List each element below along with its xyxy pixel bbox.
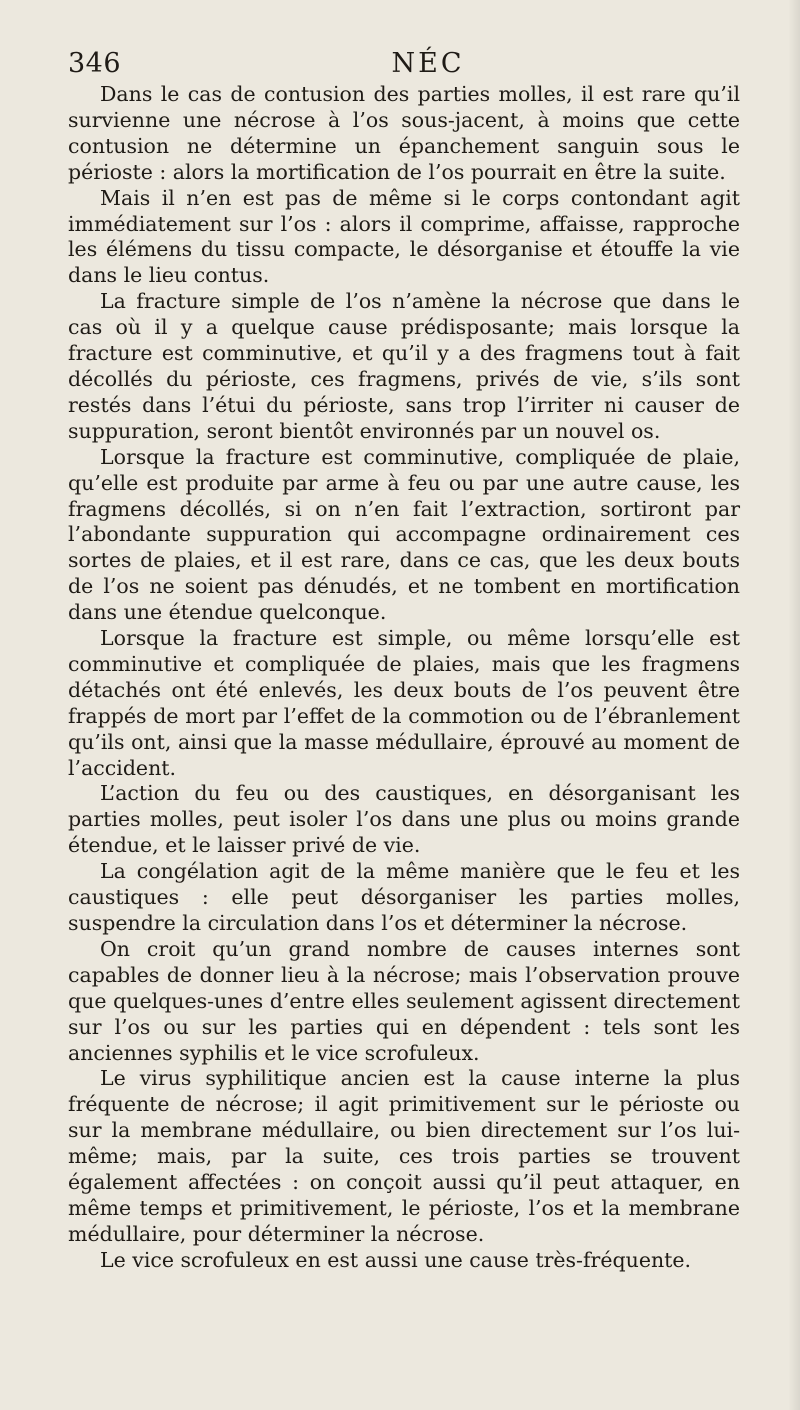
- paragraph: Dans le cas de contusion des parties molles, il est rare qu’il survienne une nécrose à l’os sous-jacent, à moins que cette contusion ne détermine un épanchement sanguin sous le périoste : alors la mortification de l’os pourrait en être la suite.: [68, 82, 740, 184]
- body-text: [68, 82, 740, 1274]
- paragraph: On croit qu’un grand nombre de causes internes sont capables de donner lieu à la nécrose; mais l’observation prouve que quelques-unes d’entre elles seulement agissent directement sur l’os ou sur les parties qui en dépendent : tels sont les anciennes syphilis et le vice scrofuleux.: [68, 936, 740, 1065]
- paragraph: Mais il n’en est pas de même si le corps contondant agit immédiatement sur l’os : alors il comprime, affaisse, rapproche les élémens du tissu compacte, le désorganise et étouffe la vie dans le lieu contus.: [68, 185, 740, 288]
- page-number: 346: [68, 48, 122, 79]
- running-head: NÉC: [391, 48, 465, 79]
- page-header: [68, 48, 748, 82]
- paragraph: Le vice scrofuleux en est aussi une cause très-fréquente.: [100, 1247, 692, 1272]
- paragraph: La congélation agit de la même manière que le feu et les caustiques : elle peut désorganiser les parties molles, suspendre la circulation dans l’os et déterminer la nécrose.: [68, 859, 740, 935]
- paragraph: La fracture simple de l’os n’amène la nécrose que dans le cas où il y a quelque cause prédisposante; mais lorsque la fracture est comminutive, et qu’il y a des fragmens tout à fait décollés du périoste, ces fragmens, privés de vie, s’ils sont restés dans l’étui du périoste, sans trop l’irriter ni causer de suppuration, seront bientôt environnés par un nouvel os.: [68, 289, 740, 443]
- paragraph: Lorsque la fracture est comminutive, compliquée de plaie, qu’elle est produite par arme à feu ou par une autre cause, les fragmens décollés, si on n’en fait l’extraction, sortiront par l’abondante suppuration qui accompagne ordinairement ces sortes de plaies, et il est rare, dans ce cas, que les deux bouts de l’os ne soient pas dénudés, et ne tombent en mortification dans une étendue quelconque.: [68, 444, 740, 625]
- page-edge-shadow: [788, 0, 800, 1410]
- paragraph: Lorsque la fracture est simple, ou même lorsqu’elle est comminutive et compliquée de plaies, mais que les fragmens détachés ont été enlevés, les deux bouts de l’os peuvent être frappés de mort par l’effet de la commotion ou de l’ébranlement qu’ils ont, ainsi que la masse médullaire, éprouvé au moment de l’accident.: [68, 626, 740, 780]
- paragraph: Le virus syphilitique ancien est la cause interne la plus fréquente de nécrose; il agit primitivement sur le périoste ou sur la membrane médullaire, ou bien directement sur l’os lui-même; mais, par la suite, ces trois parties se trouvent également affectées : on conçoit aussi qu’il peut attaquer, en même temps et primitivement, le périoste, l’os et la membrane médullaire, pour déterminer la nécrose.: [68, 1066, 740, 1246]
- paragraph: L’action du feu ou des caustiques, en désorganisant les parties molles, peut isoler l’os dans une plus ou moins grande étendue, et le laisser privé de vie.: [68, 781, 740, 858]
